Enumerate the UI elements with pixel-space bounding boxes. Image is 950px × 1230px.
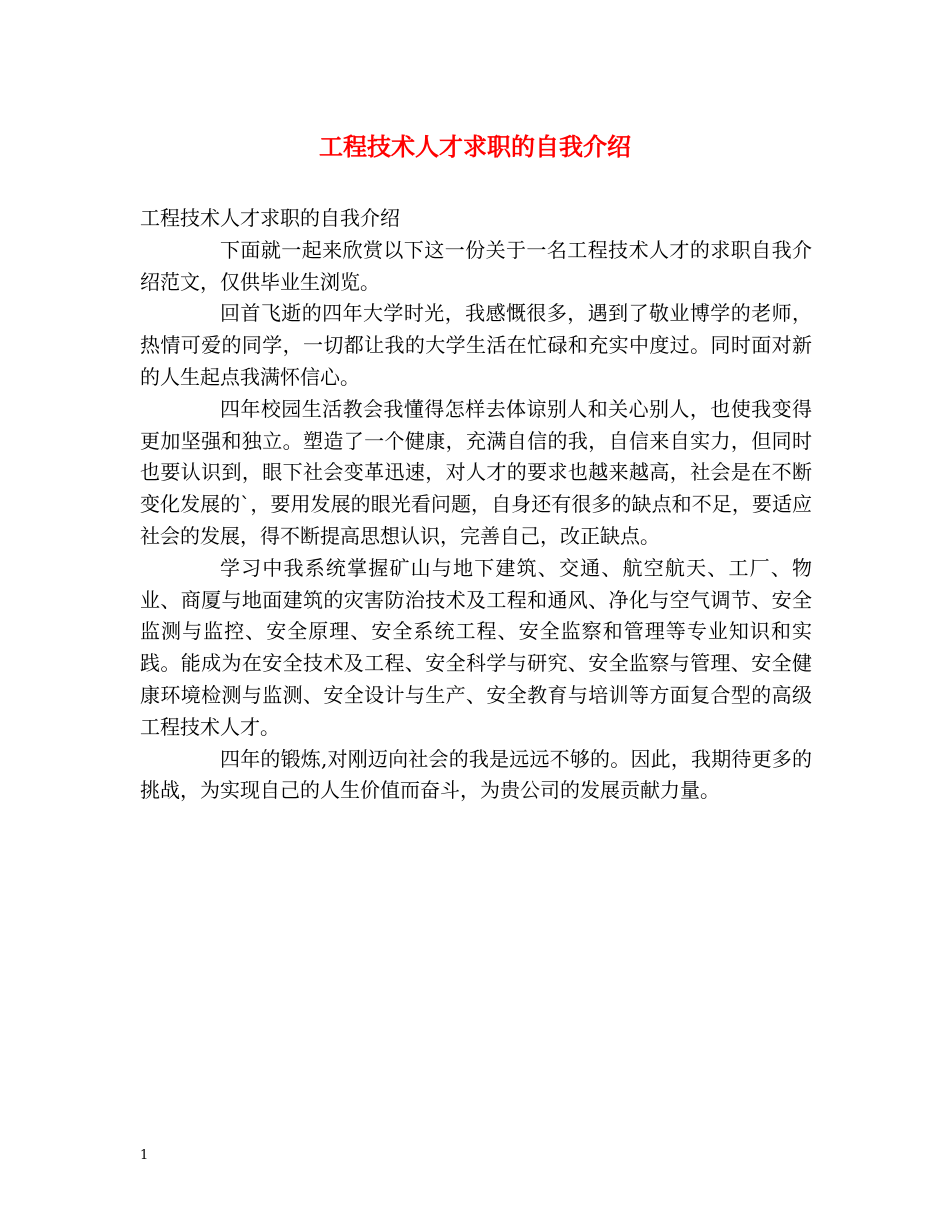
document-body: [140, 203, 812, 807]
paragraph: 四年校园生活教会我懂得怎样去体谅别人和关心别人，也使我变得更加坚强和独立。塑造了一个健康，充满自信的我，自信来自实力，但同时也要认识到，眼下社会变革迅速，对人才的要求也越来越高，社会是在不断变化发展的`，要用发展的眼光看问题，自身还有很多的缺点和不足，要适应社会的发展，得不断提高思想认识，完善自己，改正缺点。: [140, 396, 812, 548]
paragraph: 四年的锻炼,对刚迈向社会的我是远远不够的。因此，我期待更多的挑战，为实现自己的人生价值而奋斗，为贵公司的发展贡献力量。: [140, 746, 812, 803]
paragraph: 回首飞逝的四年大学时光，我感慨很多，遇到了敬业博学的老师，热情可爱的同学，一切都让我的大学生活在忙碌和充实中度过。同时面对新的人生起点我满怀信心。: [140, 301, 812, 389]
document-subtitle: 工程技术人才求职的自我介绍: [140, 206, 400, 230]
paragraph: 下面就一起来欣赏以下这一份关于一名工程技术人才的求职自我介绍范文，仅供毕业生浏览。: [140, 237, 812, 294]
page-number: 1: [140, 1148, 149, 1163]
paragraph: 学习中我系统掌握矿山与地下建筑、交通、航空航天、工厂、物业、商厦与地面建筑的灾害防治技术及工程和通风、净化与空气调节、安全监测与监控、安全原理、安全系统工程、安全监察和管理等专业知识和实践。能成为在安全技术及工程、安全科学与研究、安全监察与管理、安全健康环境检测与监测、安全设计与生产、安全教育与培训等方面复合型的高级工程技术人才。: [140, 555, 812, 739]
document-title: 工程技术人才求职的自我介绍: [319, 132, 631, 161]
